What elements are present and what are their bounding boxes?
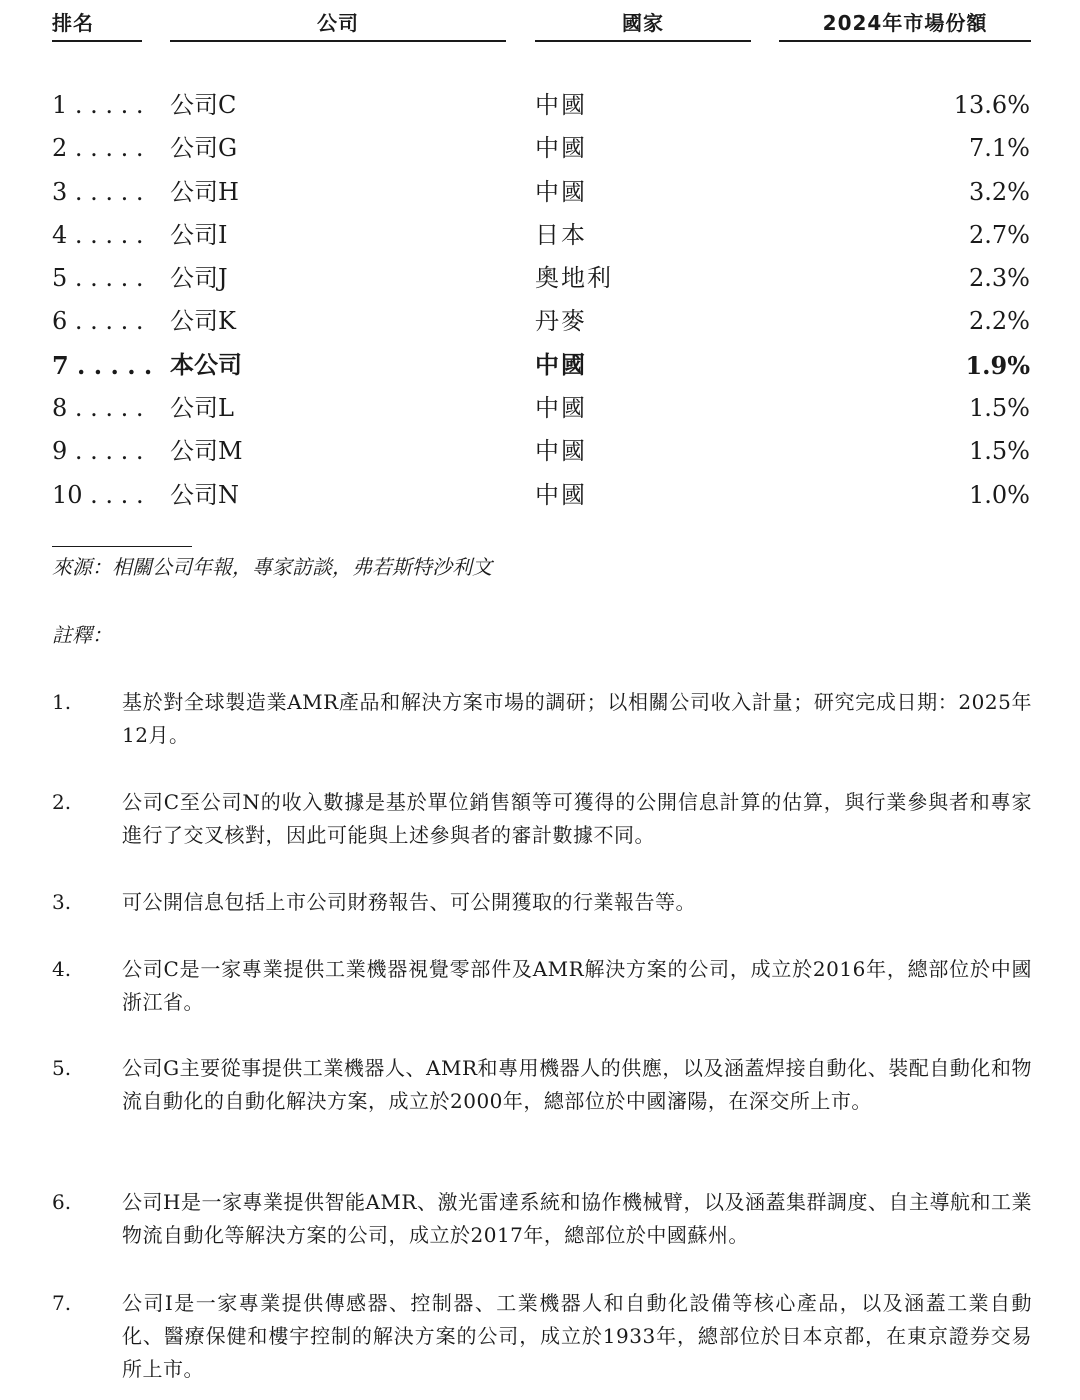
share-cell: 2.7% <box>969 220 1030 249</box>
country-cell: 奧地利 <box>535 264 613 293</box>
share-cell: 13.6% <box>953 91 1030 119</box>
note-number: 6. <box>52 1190 72 1214</box>
rank-cell: 4 . . . . . <box>52 220 144 249</box>
share-cell: 1.9% <box>965 350 1030 380</box>
company-cell: 公司L <box>170 394 234 423</box>
header-country: 國家 <box>535 8 751 42</box>
note-number: 7. <box>52 1291 72 1315</box>
note-number: 4. <box>52 957 72 981</box>
country-cell: 中國 <box>535 480 587 509</box>
company-cell: 公司J <box>170 264 228 293</box>
table-row <box>0 127 1080 170</box>
rank-cell: 7 . . . . . <box>52 350 153 380</box>
country-cell: 中國 <box>535 177 587 206</box>
table-row <box>0 257 1080 300</box>
source-divider <box>52 546 192 547</box>
rank-cell: 1 . . . . . <box>52 91 144 119</box>
source-note: 來源：相關公司年報，專家訪談，弗若斯特沙利文 <box>52 555 492 579</box>
rank-cell: 6 . . . . . <box>52 307 144 336</box>
note-number: 1. <box>52 690 72 714</box>
header-company: 公司 <box>170 8 506 42</box>
note-text: 公司I是一家專業提供傳感器、控制器、工業機器人和自動化設備等核心產品，以及涵蓋工業自動化、醫療保健和樓宇控制的解決方案的公司，成立於1933年，總部位於日本京都，在東京證券交易所上市。 <box>122 1291 1032 1381</box>
company-cell: 公司M <box>170 437 243 466</box>
share-cell: 1.5% <box>969 394 1030 423</box>
share-cell: 1.5% <box>969 437 1030 466</box>
company-cell: 本公司 <box>170 350 242 379</box>
company-cell: 公司I <box>170 220 228 249</box>
rank-cell: 9 . . . . . <box>52 437 144 466</box>
company-cell: 公司G <box>170 134 238 163</box>
rank-cell: 10 . . . . <box>52 480 144 509</box>
company-cell: 公司N <box>170 480 239 509</box>
notes-title: 註釋： <box>52 623 112 647</box>
rank-cell: 2 . . . . . <box>52 134 144 163</box>
note-text: 基於對全球製造業AMR產品和解決方案市場的調研；以相關公司收入計量；研究完成日期：2025年12月。 <box>122 690 1032 747</box>
note-number: 2. <box>52 790 72 814</box>
share-cell: 3.2% <box>969 177 1030 206</box>
note-number: 3. <box>52 890 72 914</box>
country-cell: 中國 <box>535 134 587 163</box>
rank-cell: 8 . . . . . <box>52 394 144 423</box>
table-row <box>0 171 1080 214</box>
ranking-table-body <box>0 84 1080 517</box>
table-row <box>0 84 1080 127</box>
table-row <box>0 474 1080 517</box>
note-number: 5. <box>52 1056 72 1080</box>
country-cell: 中國 <box>535 394 587 423</box>
country-cell: 中國 <box>535 91 587 119</box>
company-cell: 公司K <box>170 307 236 336</box>
country-cell: 日本 <box>535 220 587 249</box>
rank-cell: 5 . . . . . <box>52 264 144 293</box>
table-row <box>0 387 1080 430</box>
country-cell: 丹麥 <box>535 307 587 336</box>
note-text: 公司G主要從事提供工業機器人、AMR和專用機器人的供應，以及涵蓋焊接自動化、裝配自動化和物流自動化的自動化解決方案，成立於2000年，總部位於中國瀋陽，在深交所上市。 <box>122 1056 1032 1113</box>
table-row <box>0 430 1080 473</box>
note-text: 可公開信息包括上市公司財務報告、可公開獲取的行業報告等。 <box>122 890 696 914</box>
note-text: 公司C是一家專業提供工業機器視覺零部件及AMR解決方案的公司，成立於2016年，總部位於中國浙江省。 <box>122 957 1032 1014</box>
table-row-highlighted <box>0 344 1080 387</box>
note-text: 公司C至公司N的收入數據是基於單位銷售額等可獲得的公開信息計算的估算，與行業參與者和專家進行了交叉核對，因此可能與上述參與者的審計數據不同。 <box>122 790 1032 847</box>
country-cell: 中國 <box>535 350 587 379</box>
country-cell: 中國 <box>535 437 587 466</box>
header-market-share: 2024年市場份額 <box>779 8 1031 42</box>
header-rank: 排名 <box>52 8 142 42</box>
note-text: 公司H是一家專業提供智能AMR、激光雷達系統和協作機械臂，以及涵蓋集群調度、自主導航和工業物流自動化等解決方案的公司，成立於2017年，總部位於中國蘇州。 <box>122 1190 1032 1247</box>
share-cell: 7.1% <box>969 134 1030 163</box>
company-cell: 公司H <box>170 177 239 206</box>
company-cell: 公司C <box>170 91 237 119</box>
table-row <box>0 214 1080 257</box>
table-row <box>0 300 1080 343</box>
rank-cell: 3 . . . . . <box>52 177 144 206</box>
share-cell: 2.3% <box>969 264 1030 293</box>
share-cell: 1.0% <box>969 480 1030 509</box>
share-cell: 2.2% <box>969 307 1030 336</box>
